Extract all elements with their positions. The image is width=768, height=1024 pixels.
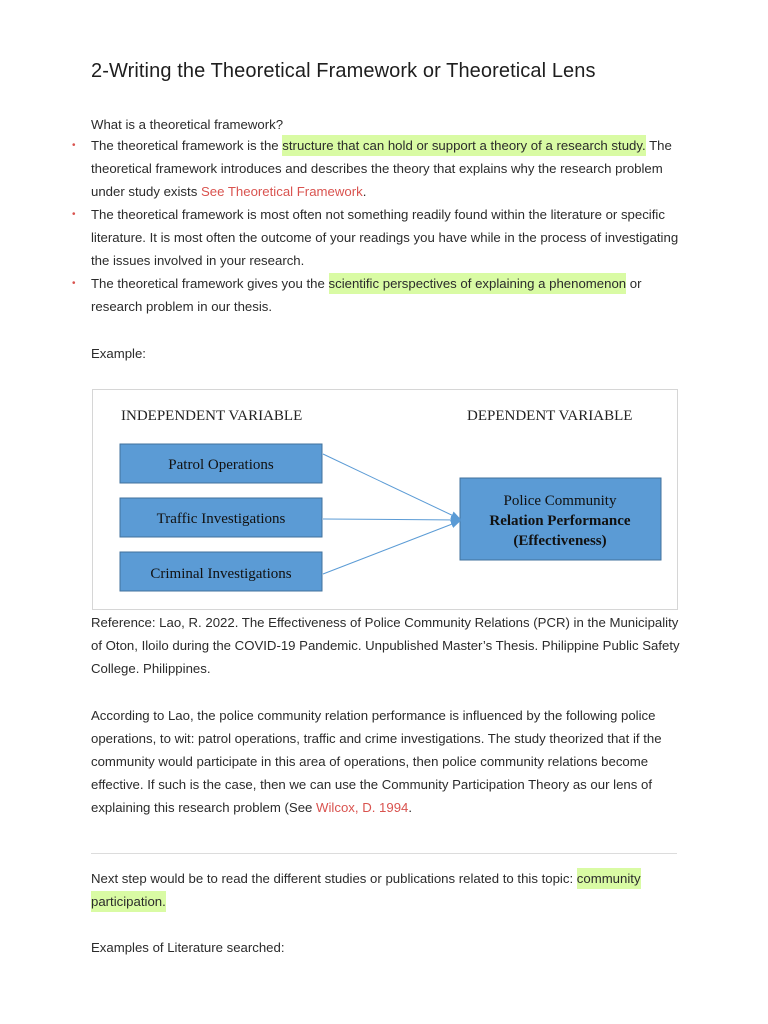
patrol-operations-label: Patrol Operations	[168, 457, 274, 473]
bullet-1-continuation: The theoretical framework introduces and describes the theory that explains why the research problem under study exists	[91, 138, 672, 199]
bullet-3-continuation: or research problem in our thesis.	[91, 276, 642, 314]
framework-diagram	[92, 389, 678, 610]
traffic-investigations-label: Traffic Investigations	[156, 511, 286, 527]
highlighted-text: structure that can hold or support a theory of a research study.	[282, 135, 645, 156]
bullet-1-text: The theoretical framework is the	[91, 138, 283, 153]
dependent-box	[460, 478, 661, 560]
explanation-end: .	[408, 800, 413, 815]
bullet-2-text: The theoretical framework is most often not something readily found within the literature or specific literature. It is most often the outcome of your readings you have while in the process of investigating the issues involved in your research.	[91, 207, 679, 268]
highlighted-text: community participation.	[91, 868, 641, 912]
independent-box-patrol	[120, 444, 322, 483]
explanation-paragraph	[91, 704, 681, 819]
bullet-1-end: .	[362, 184, 367, 199]
next-step-text: Next step would be to read the different studies or publications related to this topic:	[91, 871, 577, 886]
independent-box-traffic	[120, 498, 322, 537]
theoretical-framework-link[interactable]: See Theoretical Framework	[200, 184, 363, 199]
dependent-line-2: Relation Performance	[489, 513, 631, 529]
question-text: What is a theoretical framework?	[91, 117, 284, 132]
dependent-line-1: Police Community	[503, 493, 617, 509]
dependent-line-3: (Effectiveness)	[513, 533, 607, 549]
list-item	[91, 134, 691, 203]
definition-list	[91, 134, 691, 318]
wilcox-link[interactable]: Wilcox, D. 1994	[316, 800, 409, 815]
list-item	[91, 203, 691, 272]
list-item	[91, 272, 691, 318]
dependent-variable-header: DEPENDENT VARIABLE	[467, 408, 633, 424]
independent-variable-header: INDEPENDENT VARIABLE	[121, 408, 303, 424]
diagram-svg	[93, 390, 677, 609]
example-label: Example:	[91, 346, 146, 361]
next-step-paragraph	[91, 867, 681, 913]
highlighted-text: scientific perspectives of explaining a phenomenon	[329, 273, 627, 294]
criminal-investigations-label: Criminal Investigations	[150, 566, 292, 582]
examples-literature-label: Examples of Literature searched:	[91, 940, 285, 955]
arrow-patrol	[323, 454, 460, 519]
bullet-3-text: The theoretical framework gives you the	[91, 276, 329, 291]
arrow-traffic	[323, 519, 460, 520]
divider	[91, 853, 677, 854]
reference-text: Reference: Lao, R. 2022. The Effectiveness of Police Community Relations (PCR) in the Municipality of Oton, Iloilo during the COVID-19 Pandemic. Unpublished Master’s Thesis. Philippine Public Safety College. Philippines.	[91, 615, 680, 676]
arrow-criminal	[323, 521, 460, 574]
independent-box-criminal	[120, 552, 322, 591]
explanation-text: According to Lao, the police community relation performance is influenced by the following police operations, to wit: patrol operations, traffic and crime investigations. The study theorized that if the community would participate in this area of operations, then police community relations become effective. If such is the case, then we can use the Community Participation Theory as our lens of explaining this research problem (See	[91, 708, 662, 815]
page-title: 2-Writing the Theoretical Framework or Theoretical Lens	[91, 60, 596, 82]
